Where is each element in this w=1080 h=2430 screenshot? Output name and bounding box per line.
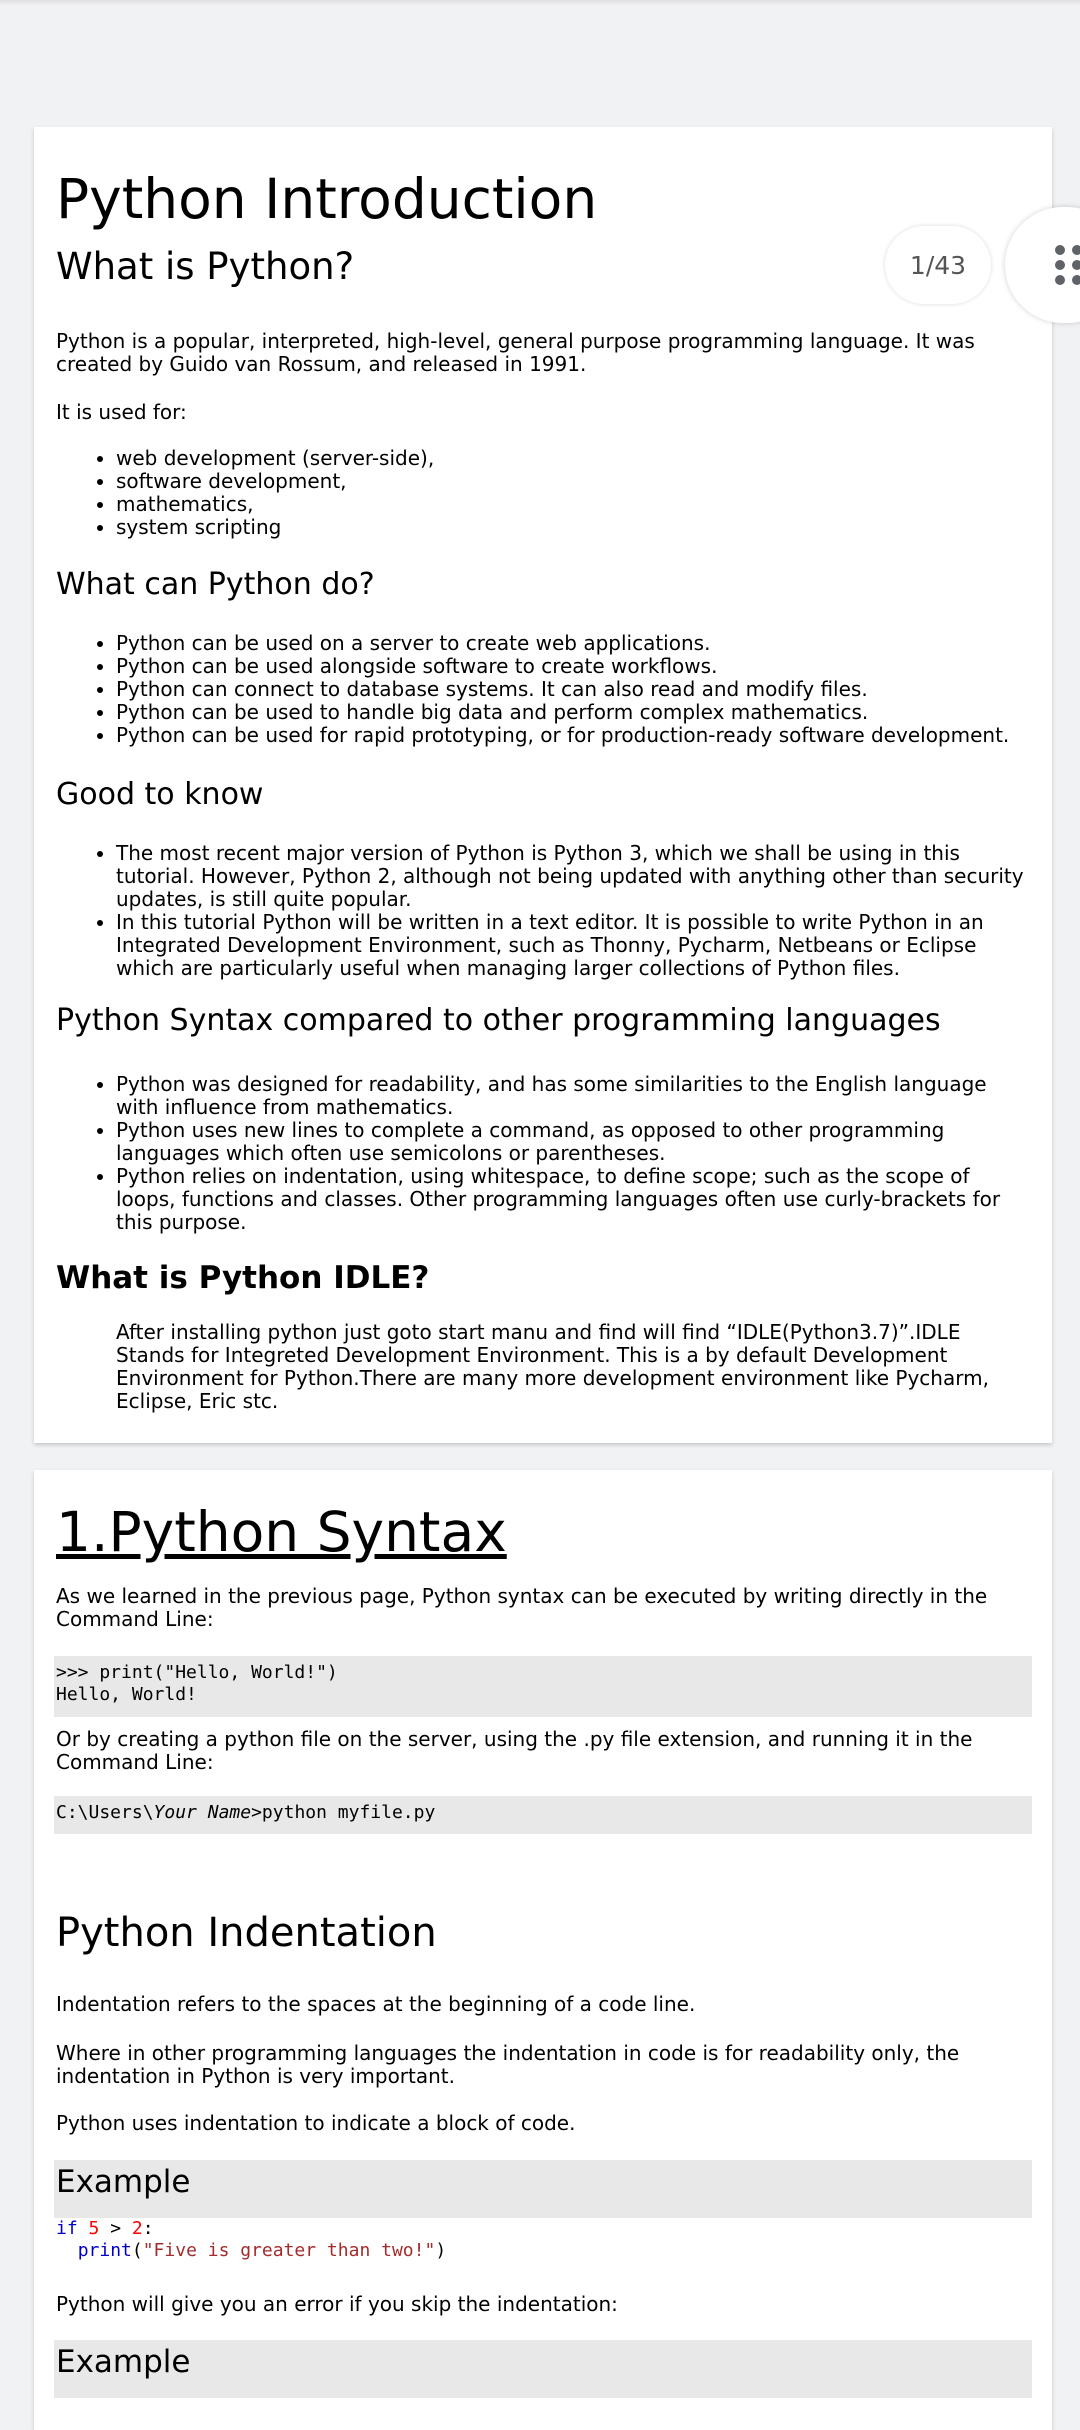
code-number: 2: [131, 2218, 143, 2239]
used-for-list: [56, 447, 1030, 539]
indent-paragraph-1: Indentation refers to the spaces at the beginning of a code line.: [56, 1992, 696, 2016]
code-line: >>> print("Hello, World!"): [56, 1662, 338, 1683]
section-heading-indentation: Python Indentation: [56, 1910, 437, 1956]
code-block-hello: [54, 1656, 1032, 1717]
example-heading: Example: [54, 2160, 1032, 2218]
list-item: • The most recent major version of Python is Python 3, which we shall be using in this tutorial. However, Python 2, although not being updated with anything other than security updates, is still quite popular.: [116, 842, 1030, 911]
code-keyword: if: [56, 2218, 78, 2239]
list-item: • Python can be used for rapid prototyping, or for production-ready software development.: [116, 724, 1030, 747]
code-number: 5: [88, 2218, 100, 2239]
code-string: "Five is greater than two!": [142, 2240, 436, 2261]
document-page-2: [34, 1470, 1052, 2430]
list-item: • system scripting: [116, 516, 1030, 539]
section-heading-good: Good to know: [56, 777, 264, 812]
indent-paragraph-3: Python uses indentation to indicate a block of code.: [56, 2111, 576, 2135]
syntax-compared-list: [56, 1073, 1030, 1234]
list-item: • Python can connect to database systems. It can also read and modify files.: [116, 678, 1030, 701]
section-heading-idle: What is Python IDLE?: [56, 1260, 430, 1296]
code-punct: ): [435, 2240, 447, 2261]
can-do-list: [56, 632, 1030, 747]
indent-paragraph-2: Where in other programming languages the indentation in code is for readability only, the indentation in Python is very important.: [56, 2041, 960, 2088]
page-counter-badge[interactable]: 1/43: [885, 226, 991, 304]
grid-dots-icon: [1055, 245, 1080, 285]
code-punct: :: [142, 2218, 154, 2239]
section-heading-what: What is Python?: [56, 245, 355, 288]
document-page-1: [34, 127, 1052, 1443]
intro-paragraph: Python is a popular, interpreted, high-level, general purpose programming language. It was created by Guido van Rossum, and released in 1991.: [56, 329, 975, 376]
chapter-title: 1.Python Syntax: [56, 1500, 507, 1564]
good-to-know-list: [56, 842, 1030, 980]
list-item: • Python relies on indentation, using whitespace, to define scope; such as the scope of loops, functions and classes. Other programming languages often use curly-brackets for this purpose.: [116, 1165, 1030, 1234]
list-item: • Python uses new lines to complete a command, as opposed to other programming languages which often use semicolons or parentheses.: [116, 1119, 1030, 1165]
learned-paragraph: As we learned in the previous page, Python syntax can be executed by writing directly in the Command Line:: [56, 1584, 988, 1631]
list-item: • In this tutorial Python will be written in a text editor. It is possible to write Python in an Integrated Development Environment, such as Thonny, Pycharm, Netbeans or Eclipse which are particularly useful when managing larger collections of Python files.: [116, 911, 1030, 980]
section-heading-can: What can Python do?: [56, 567, 375, 602]
list-item: • software development,: [116, 470, 1030, 493]
list-item: • Python can be used to handle big data and perform complex mathematics.: [116, 701, 1030, 724]
example-heading-2: Example: [54, 2340, 1032, 2398]
error-paragraph: Python will give you an error if you skip the indentation:: [56, 2292, 618, 2316]
list-item: • mathematics,: [116, 493, 1030, 516]
list-item: • Python was designed for readability, and has some similarities to the English language with influence from mathematics.: [116, 1073, 1030, 1119]
code-punct: (: [131, 2240, 143, 2261]
code-text: C:\Users\: [56, 1802, 154, 1823]
code-function: print: [77, 2240, 132, 2261]
section-heading-syntax-compared: Python Syntax compared to other programming languages: [56, 1003, 941, 1038]
code-line: Hello, World!: [56, 1684, 197, 1705]
page-title: Python Introduction: [56, 167, 598, 231]
top-shadow: [0, 0, 1080, 6]
code-operator: >: [99, 2218, 132, 2239]
code-text: >python myfile.py: [251, 1802, 436, 1823]
file-paragraph: Or by creating a python file on the server, using the .py file extension, and running it in the Command Line:: [56, 1727, 973, 1774]
list-item: • Python can be used alongside software to create workflows.: [116, 655, 1030, 678]
used-for-label: It is used for:: [56, 400, 187, 424]
code-italic: Your Name: [153, 1802, 252, 1823]
idle-paragraph: After installing python just goto start manu and find will find “IDLE(Python3.7)”.IDLE Stands for Integreted Development Environment. This is a by default Development Environment for Python.There are many more development environment like Pycharm, Eclipse, Eric stc.: [116, 1320, 989, 1413]
list-item: • web development (server-side),: [116, 447, 1030, 470]
code-block-run: [54, 1796, 1032, 1834]
example-code: [54, 2218, 1032, 2268]
list-item: • Python can be used on a server to create web applications.: [116, 632, 1030, 655]
